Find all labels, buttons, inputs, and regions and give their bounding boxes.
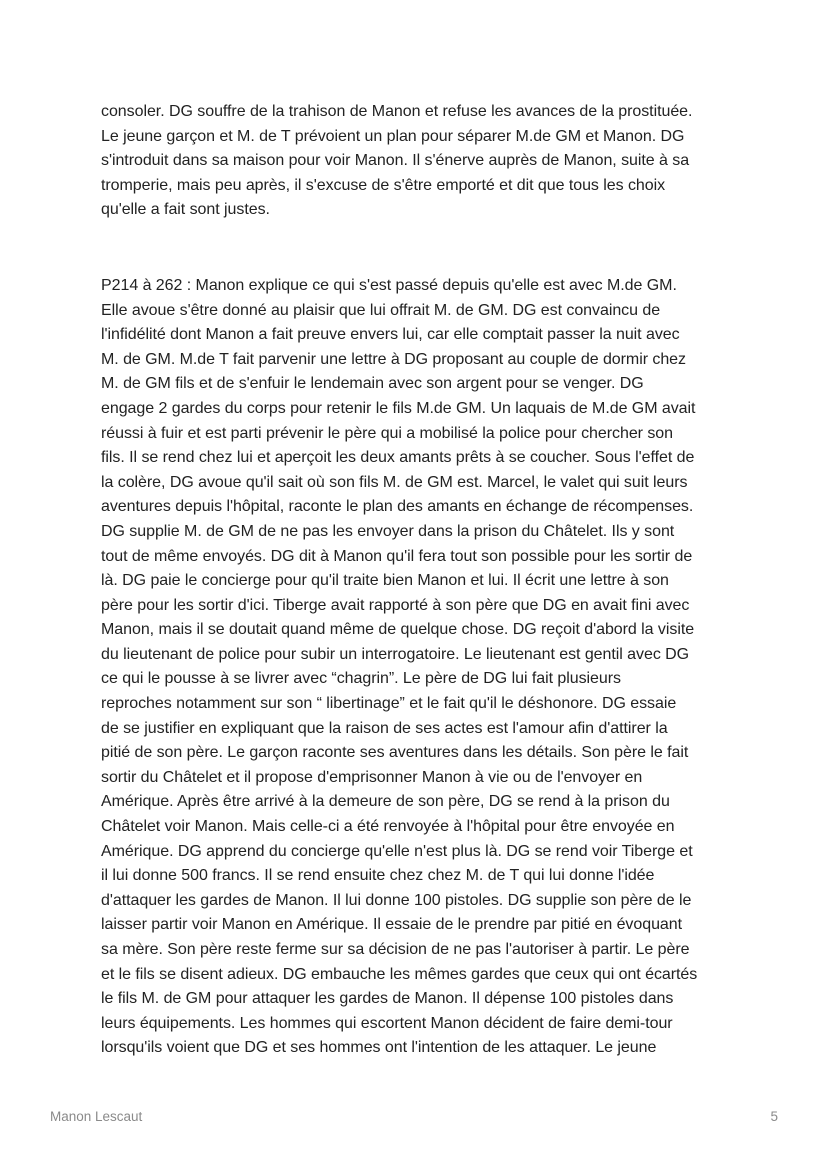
paragraph-1	[101, 100, 727, 223]
text-line: la colère, DG avoue qu'il sait où son fils M. de GM est. Marcel, le valet qui suit leurs	[101, 473, 688, 491]
text-line: s'introduit dans sa maison pour voir Manon. Il s'énerve auprès de Manon, suite à sa	[101, 152, 690, 170]
text-line: d'attaquer les gardes de Manon. Il lui donne 100 pistoles. DG supplie son père de le	[101, 891, 692, 909]
text-line: engage 2 gardes du corps pour retenir le fils M.de GM. Un laquais de M.de GM avait	[101, 399, 696, 417]
text-line: Le jeune garçon et M. de T prévoient un plan pour séparer M.de GM et Manon. DG	[101, 127, 685, 145]
text-line: Amérique. DG apprend du concierge qu'elle n'est plus là. DG se rend voir Tiberge et	[101, 842, 693, 860]
text-line: Châtelet voir Manon. Mais celle-ci a été renvoyée à l'hôpital pour être envoyée en	[101, 818, 675, 836]
text-line: aventures depuis l'hôpital, raconte le plan des amants en échange de récompenses.	[101, 498, 694, 516]
text-line: le fils M. de GM pour attaquer les gardes de Manon. Il dépense 100 pistoles dans	[101, 990, 674, 1008]
text-line: ce qui le pousse à se livrer avec “chagrin”. Le père de DG lui fait plusieurs	[101, 670, 621, 688]
text-line: M. de GM fils et de s'enfuir le lendemain avec son argent pour se venger. DG	[101, 375, 644, 393]
text-line: qu'elle a fait sont justes.	[101, 201, 270, 219]
text-line: réussi à fuir et est parti prévenir le père qui a mobilisé la police pour chercher son	[101, 424, 673, 442]
text-line: là. DG paie le concierge pour qu'il traite bien Manon et lui. Il écrit une lettre à son	[101, 572, 669, 590]
text-line: tout de même envoyés. DG dit à Manon qu'il fera tout son possible pour les sortir de	[101, 547, 693, 565]
text-line: Amérique. Après être arrivé à la demeure de son père, DG se rend à la prison du	[101, 793, 670, 811]
text-line: tromperie, mais peu après, il s'excuse de s'être emporté et dit que tous les choix	[101, 176, 666, 194]
page-content	[101, 100, 727, 1061]
text-line: leurs équipements. Les hommes qui escortent Manon décident de faire demi-tour	[101, 1014, 673, 1032]
text-line: laisser partir voir Manon en Amérique. Il essaie de le prendre par pitié en évoquant	[101, 916, 683, 934]
text-line: père pour les sortir d'ici. Tiberge avait rapporté à son père que DG en avait fini avec	[101, 596, 690, 614]
text-line: fils. Il se rend chez lui et aperçoit les deux amants prêts à se coucher. Sous l'effet de	[101, 449, 695, 467]
text-line: sortir du Châtelet et il propose d'emprisonner Manon à vie ou de l'envoyer en	[101, 768, 643, 786]
paragraph-2	[101, 274, 727, 1061]
text-line: l'infidélité dont Manon a fait preuve envers lui, car elle comptait passer la nuit avec	[101, 326, 680, 344]
text-line: sa mère. Son père reste ferme sur sa décision de ne pas l'autoriser à partir. Le père	[101, 941, 690, 958]
text-line: DG supplie M. de GM de ne pas les envoyer dans la prison du Châtelet. Ils y sont	[101, 522, 675, 540]
text-line: Elle avoue s'être donné au plaisir que lui offrait M. de GM. DG est convaincu de	[101, 301, 661, 319]
text-line: de se justifier en expliquant que la raison de ses actes est l'amour afin d'attirer la	[101, 719, 668, 737]
text-line: lorsqu'ils voient que DG et ses hommes ont l'intention de les attaquer. Le jeune	[101, 1039, 657, 1057]
text-line: Manon, mais il se doutait quand même de quelque chose. DG reçoit d'abord la visite	[101, 621, 695, 639]
footer-page-number: 5	[770, 1109, 778, 1124]
text-line: consoler. DG souffre de la trahison de Manon et refuse les avances de la prostituée.	[101, 103, 693, 120]
text-line: il lui donne 500 francs. Il se rend ensuite chez chez M. de T qui lui donne l'idée	[101, 867, 655, 885]
text-line: du lieutenant de police pour subir un interrogatoire. Le lieutenant est gentil avec DG	[101, 645, 690, 663]
text-line: M. de GM. M.de T fait parvenir une lettre à DG proposant au couple de dormir chez	[101, 350, 686, 368]
text-line: P214 à 262 : Manon explique ce qui s'est passé depuis qu'elle est avec M.de GM.	[101, 276, 677, 294]
paragraph-spacer	[101, 223, 727, 274]
footer-document-title: Manon Lescaut	[50, 1109, 143, 1124]
text-line: et le fils se disent adieux. DG embauche les mêmes gardes que ceux qui ont écartés	[101, 965, 698, 983]
text-line: reproches notamment sur son “ libertinage” et le fait qu'il le déshonore. DG essaie	[101, 695, 677, 713]
text-line: pitié de son père. Le garçon raconte ses aventures dans les détails. Son père le fait	[101, 744, 689, 762]
